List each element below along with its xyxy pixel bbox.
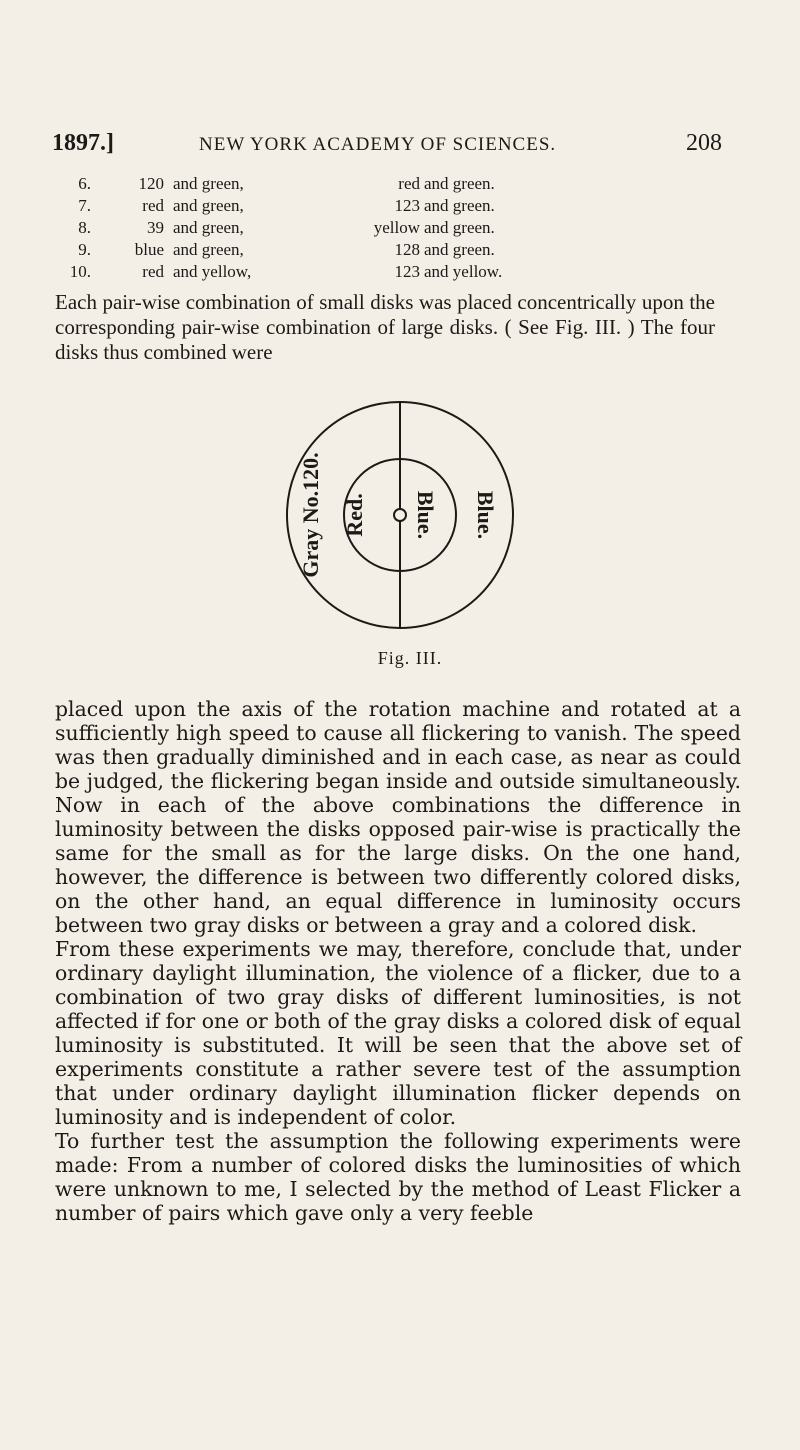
table-row [55,261,735,283]
paragraph: From these experiments we may, therefore, conclude that, under ordinary daylight illumination, the violence of a flicker, due to a combination of two gray disks of different luminosities, is not affected if for one or both of the gray disks a colored disk of equal luminosity is substituted. It will be seen that the above set of experiments constitute a rather severe test of the assumption that under ordinary daylight illumination flicker depends on luminosity and is independent of color. [55,937,741,1129]
paragraph-intro: Each pair-wise combination of small disks was placed concentrically upon the corresponding pair-wise combination of large disks. ( See Fig. III. ) The four disks thus combined were [55,290,715,364]
paragraph: To further test the assumption the following experiments were made: From a number of colored disks the luminosities of which were unknown to me, I selected by the method of Least Flicker a number of pairs which gave only a very feeble [55,1129,741,1225]
page-number: 208 [686,130,722,156]
table-row [55,217,735,239]
small-disk-a: 39 [147,218,164,237]
row-number: 9. [78,240,91,259]
large-disk-b: and green. [424,196,495,215]
small-disk-a: 120 [138,174,164,193]
small-disk-b: and green, [173,240,244,259]
small-disk-b: and green, [173,196,244,215]
small-disk-b: and yellow, [173,262,252,281]
large-disk-b: and yellow. [424,262,503,281]
axis-hole [394,509,406,521]
large-disk-a: 128 [394,240,420,259]
row-number: 6. [78,174,91,193]
large-disk-a: 123 [394,262,420,281]
small-disk-b: and green, [173,174,244,193]
disks-svg [280,395,530,640]
large-disk-b: and green. [424,218,495,237]
small-disk-a: blue [134,240,164,259]
running-header [52,130,722,170]
large-disk-a: yellow [373,218,420,237]
row-number: 8. [78,218,91,237]
table-row [55,173,735,195]
figure-disks-diagram [280,395,530,640]
row-number: 10. [69,262,91,281]
combination-table [55,173,735,283]
row-number: 7. [78,196,91,215]
small-disk-a: red [142,196,164,215]
label-outer-left: Gray No.120. [298,452,323,578]
large-disk-b: and green. [424,240,495,259]
large-disk-a: 123 [394,196,420,215]
table-row [55,195,735,217]
paragraph: placed upon the axis of the rotation machine and rotated at a sufficiently high speed to cause all flickering to vanish. The speed was then gradually diminished and in each case, as near as could be judged, the flickering began inside and outside simultaneously. Now in each of the above combinations the difference in luminosity between the disks opposed pair-wise is practically the same for the small as for the large disks. On the one hand, however, the difference is between two differently colored disks, on the other hand, an equal difference in luminosity occurs between two gray disks or between a gray and a colored disk. [55,697,741,937]
large-disk-b: and green. [424,174,495,193]
figure-caption: Fig. III. [377,648,443,668]
large-disk-a: red [398,174,420,193]
small-disk-b: and green, [173,218,244,237]
small-disk-a: red [142,262,164,281]
body-text [55,697,741,1225]
label-inner-right: Blue. [413,490,438,540]
header-title: NEW YORK ACADEMY OF SCIENCES. [199,134,557,155]
header-year: 1897.] [52,130,114,156]
label-outer-right: Blue. [473,490,498,540]
label-inner-left: Red. [342,493,367,537]
table-row [55,239,735,261]
